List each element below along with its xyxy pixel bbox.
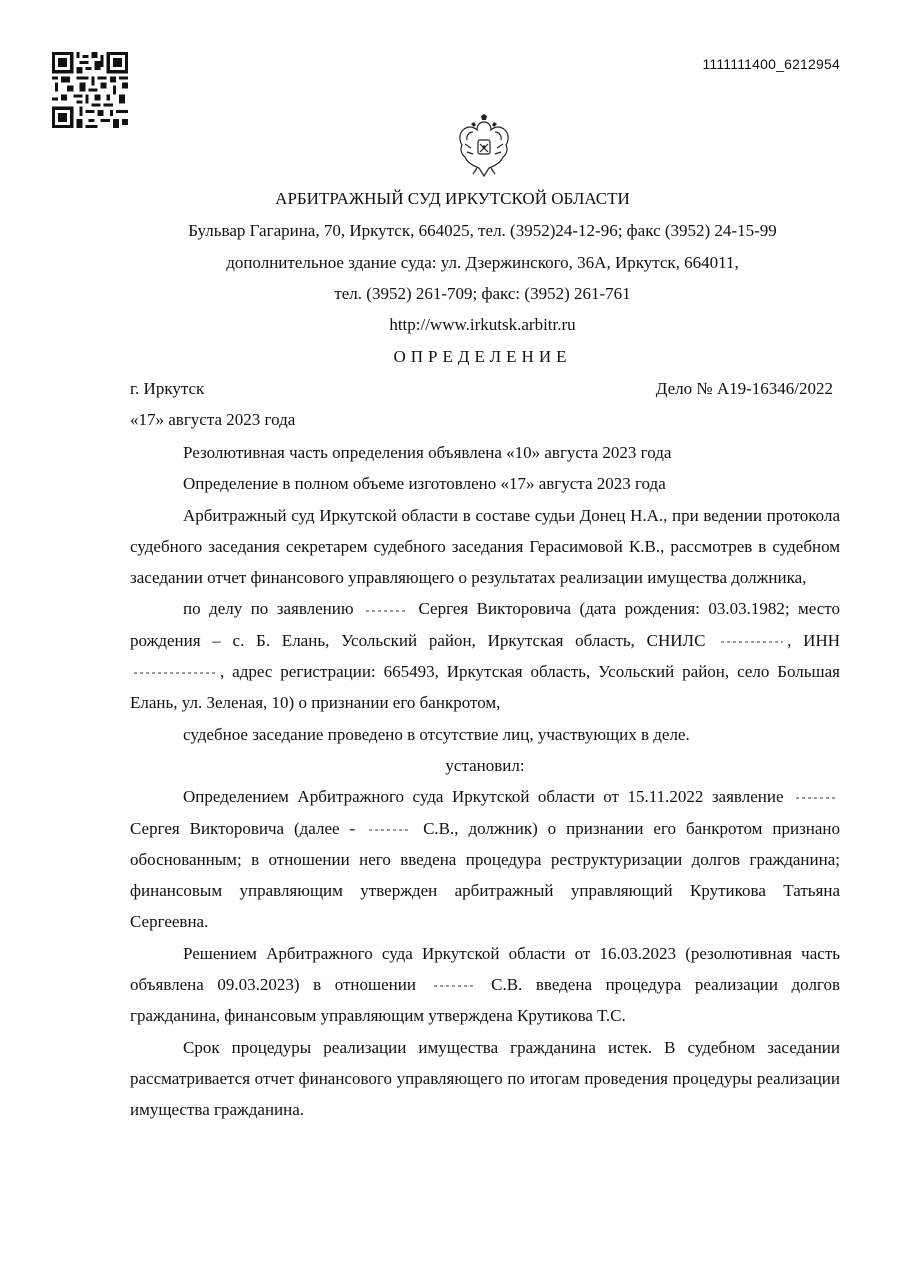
court-website: http://www.irkutsk.arbitr.ru — [389, 315, 576, 334]
redacted-text — [717, 635, 787, 649]
court-address-line2: дополнительное здание суда: ул. Дзержинского, 36А, Иркутск, 664011, — [226, 253, 739, 272]
text-fragment: Сергея Викторовича (далее - — [130, 818, 356, 838]
text-fragment: С.В. введена процедура реализации долгов гражданина, финансовым управляющим утверждена Крутикова Т.С. — [130, 975, 841, 1026]
paragraph: Определение в полном объеме изготовлено «17» августа 2023 года — [183, 474, 666, 494]
case-number: Дело № А19-16346/2022 — [655, 379, 833, 398]
redacted-text — [430, 979, 478, 993]
court-address-line1: Бульвар Гагарина, 70, Иркутск, 664025, тел. (3952)24-12-96; факс (3952) 24-15-99 — [188, 221, 777, 240]
document-id: 1111111400_6212954 — [702, 56, 840, 72]
court-address-line3: тел. (3952) 261-709; факс: (3952) 261-761 — [334, 284, 631, 303]
text-fragment: Определением Арбитражного суда Иркутской области от 15.11.2022 заявление — [183, 787, 784, 807]
paragraph — [130, 781, 840, 937]
text-fragment: , адрес регистрации: 665493, Иркутская область, Усольский район, село Большая Елань, ул. Зеленая, 10) о признании его банкротом, — [130, 662, 840, 713]
redacted-text — [365, 823, 413, 837]
paragraph — [130, 938, 840, 1032]
text-fragment: С.В., должник) о признании его банкротом признано обоснованным; в отношении него введена процедура реструктуризации долгов гражданина; финансовым управляющим утвержден арбитражный управляющий Крутикова Татьяна Сергеевна. — [130, 818, 841, 932]
qr-code — [52, 52, 128, 128]
paragraph: Срок процедуры реализации имущества гражданина истек. В судебном заседании рассматривается отчет финансового управляющего по итогам проведения процедуры реализации имущества гражданина. — [130, 1037, 840, 1120]
document-date: «17» августа 2023 года — [130, 410, 296, 429]
court-name: АРБИТРАЖНЫЙ СУД ИРКУТСКОЙ ОБЛАСТИ — [275, 189, 630, 208]
coat-of-arms-icon — [453, 114, 515, 182]
redacted-text — [792, 791, 840, 805]
paragraph — [130, 593, 840, 718]
paragraph: Резолютивная часть определения объявлена «10» августа 2023 года — [183, 443, 672, 462]
text-fragment: Решением Арбитражного суда Иркутской области от 16.03.2023 (резолютивная часть объявлена 09.03.2023) в отношении — [130, 943, 840, 995]
text-fragment: по делу по заявлению — [183, 599, 354, 619]
paragraph: судебное заседание проведено в отсутствие лиц, участвующих в деле. — [183, 724, 690, 744]
redacted-text — [362, 604, 410, 618]
redacted-text — [130, 666, 220, 680]
text-fragment: Сергея Викторовича (дата рождения: 03.03.1982; место рождения – с. Б. Елань, Усольский район, Иркутская область, СНИЛС — [130, 599, 840, 650]
section-heading: установил: — [445, 755, 525, 775]
city: г. Иркутск — [130, 379, 205, 398]
document-type: ОПРЕДЕЛЕНИЕ — [393, 347, 572, 366]
document-body — [130, 437, 840, 1126]
text-fragment: , ИНН — [787, 630, 840, 650]
paragraph: Арбитражный суд Иркутской области в составе судьи Донец Н.А., при ведении протокола судебного заседания секретарем судебного заседания Герасимовой К.В., рассмотрев в судебном заседании отчет финансового управляющего о результатах реализации имущества должника, — [130, 505, 840, 588]
